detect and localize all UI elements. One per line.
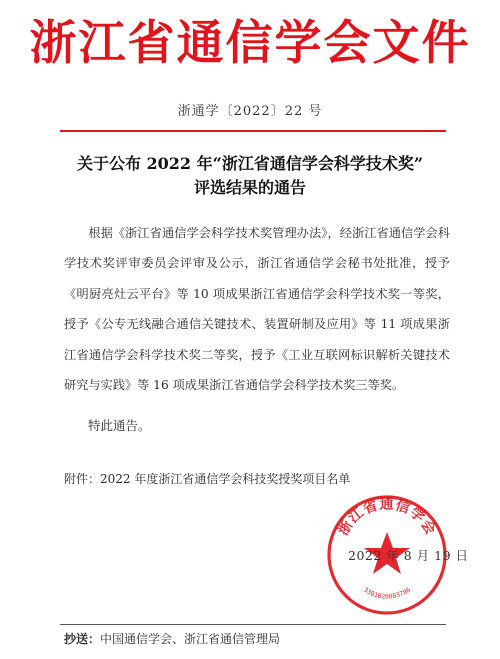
seal-org-text: 浙江省通信学会 xyxy=(335,496,439,539)
cc-line xyxy=(64,630,280,647)
svg-text:浙江省通信学会 xyxy=(334,496,439,539)
cc-divider xyxy=(60,624,446,625)
notice-title-line-1: 关于公布 2022 年“浙江省通信学会科学技术奖” xyxy=(76,154,424,173)
notice-closing: 特此通告。 xyxy=(88,418,151,433)
red-divider xyxy=(60,130,446,132)
seal-code-text: 3301020003786 xyxy=(361,585,413,601)
attachment-line: 附件：2022 年度浙江省通信学会科技奖授奖项目名单 xyxy=(64,472,351,486)
notice-title xyxy=(30,152,470,200)
issue-date: 2022 年 8 月 19 日 xyxy=(348,548,469,563)
cc-label: 抄送： xyxy=(64,632,101,646)
notice-body-paragraph: 根据《浙江省通信学会科学技术奖管理办法》，经浙江省通信学会科学技术奖评审委员会评审及公示，浙江省通信学会秘书处批准，授予《明厨亮灶云平台》等 10 项成果浙江省通信学会科学技术奖一等奖，授予《公专无线融合通信关键技术、装置研制及应用》等 11 项成果浙江省通信学会科学技术奖二等奖，授予《工业互联网标识解析关键技术研究与实践》等 16 项成果浙江省通信学会科学技术奖三等奖。 xyxy=(64,226,450,393)
svg-text:3301020003786 xyxy=(362,586,412,601)
document-number: 浙通学〔2022〕22 号 xyxy=(177,104,323,119)
notice-title-line-2: 评选结果的通告 xyxy=(193,178,306,197)
document-masthead: 浙江省通信学会文件 xyxy=(29,16,471,71)
cc-recipients: 中国通信学会、浙江省通信管理局 xyxy=(100,632,281,646)
